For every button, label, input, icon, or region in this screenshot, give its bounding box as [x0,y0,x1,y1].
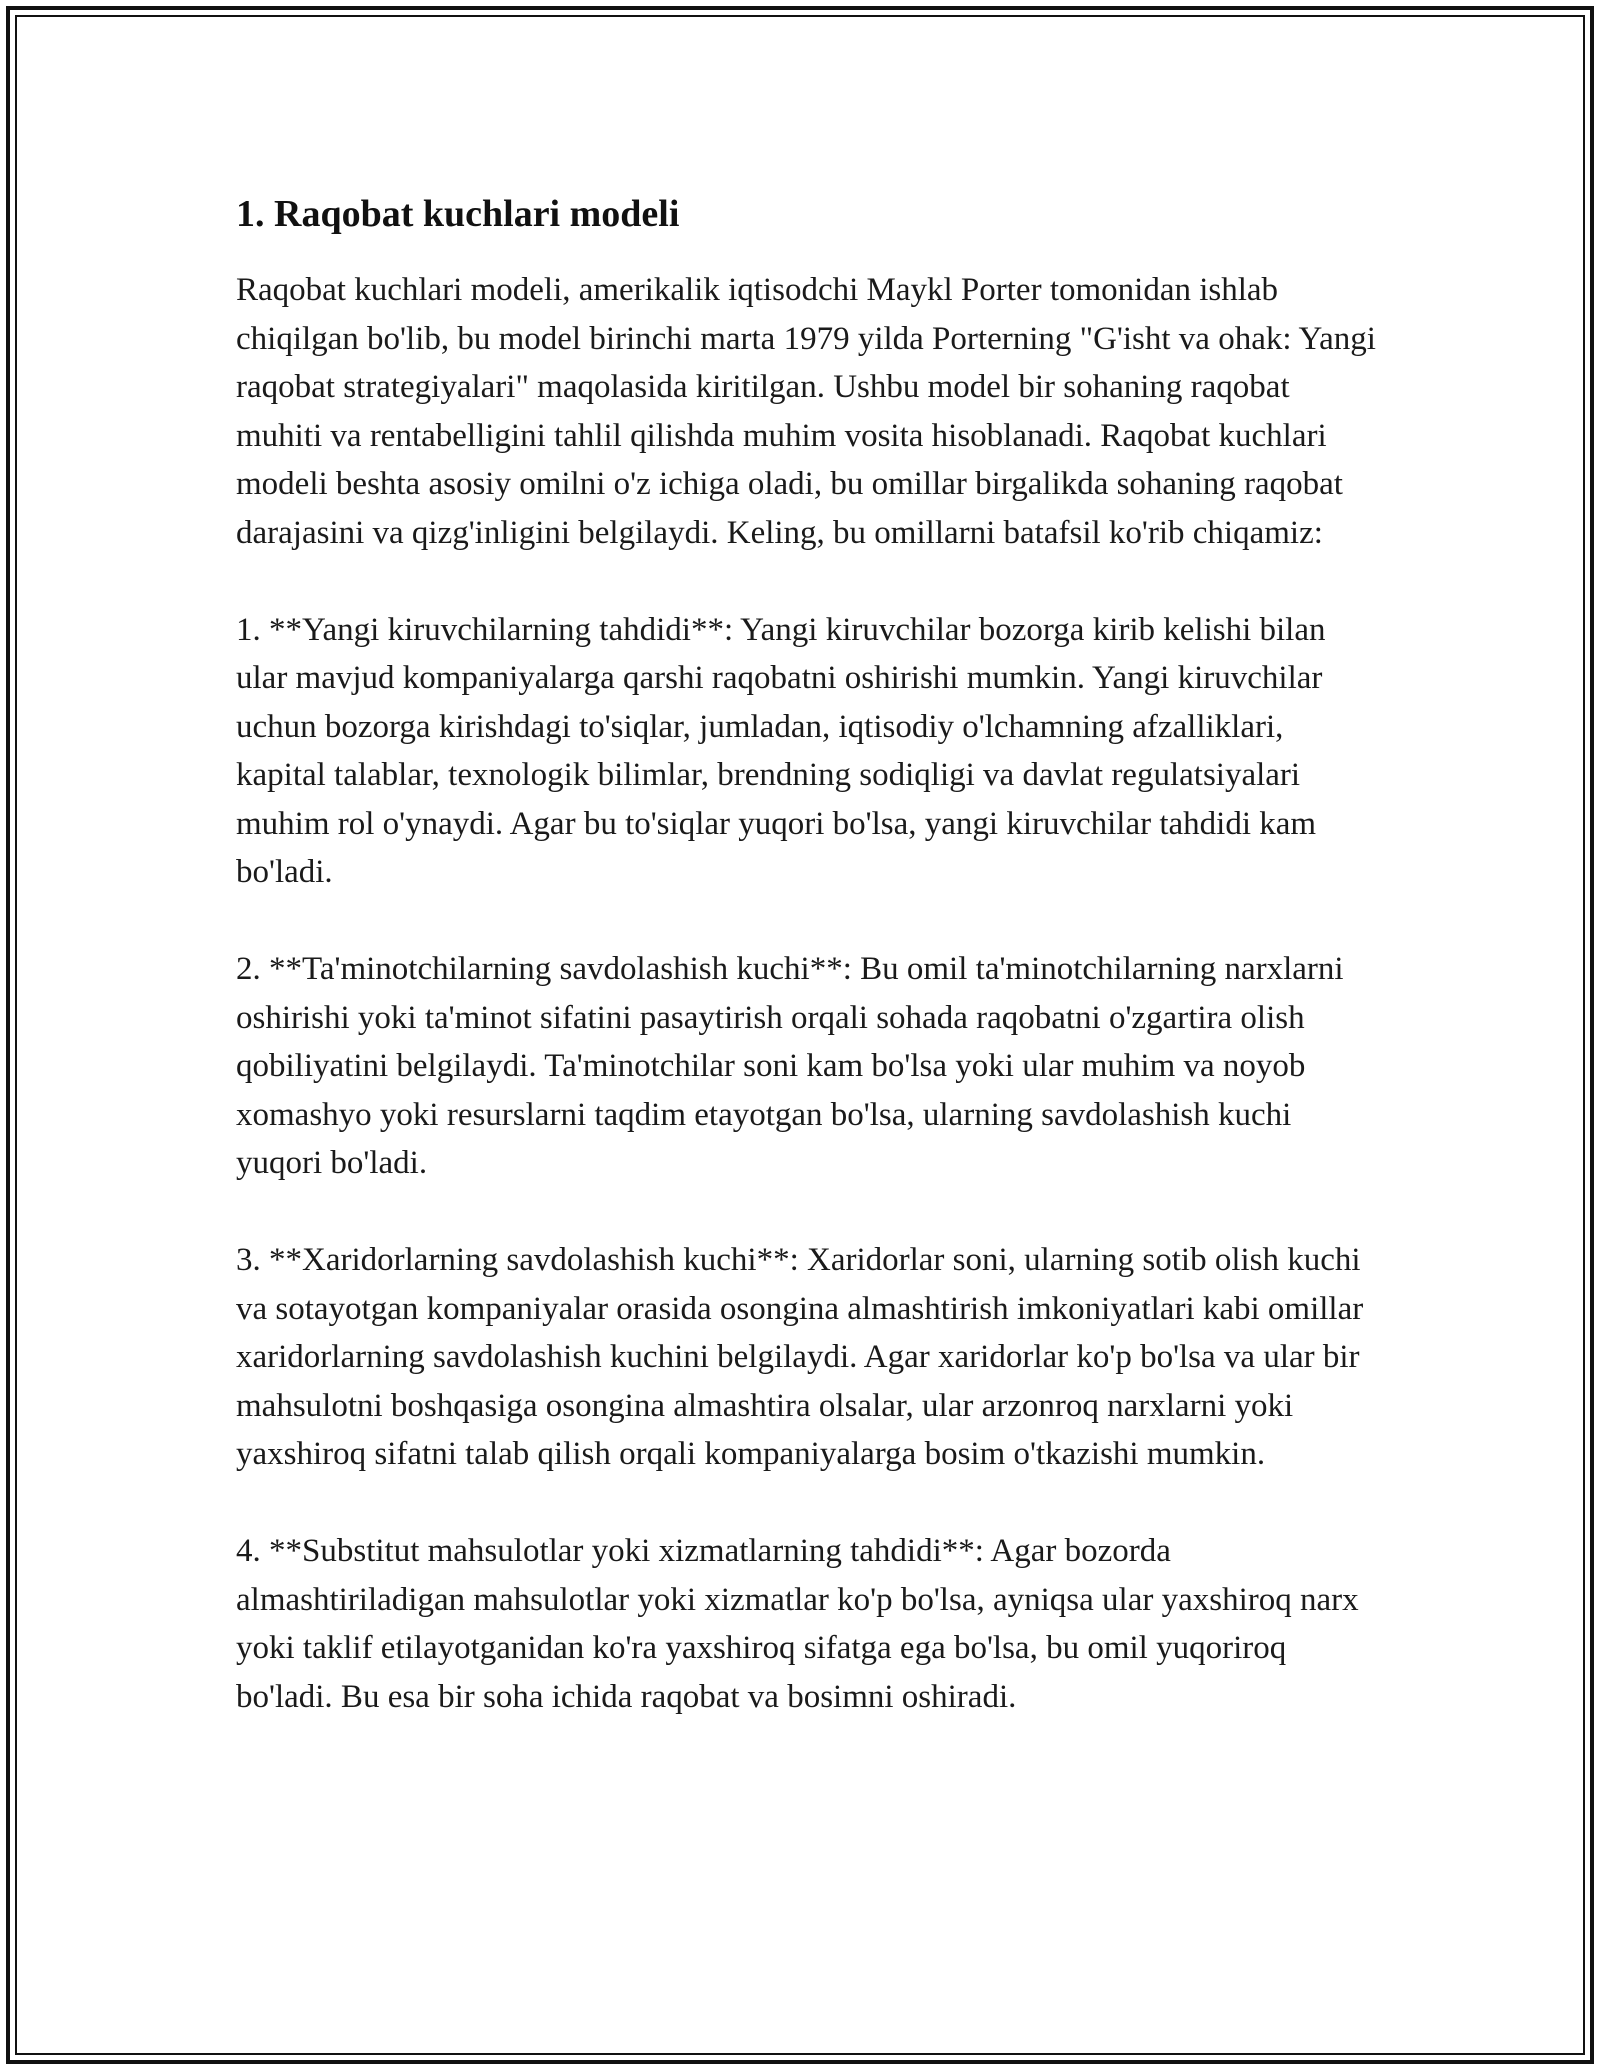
list-item-buyer-power: 3. **Xaridorlarning savdolashish kuchi**: Xaridorlar soni, ularning sotib olish kuchi va sotayotgan kompaniyalar orasida osongina almashtirish imkoniyatlari kabi omillar xaridorlarning savdolashish kuchini belgilaydi. Agar xaridorlar ko'p bo'lsa va ular bir mahsulotni boshqasiga osongina almashtira olsalar, ular arzonroq narxlarni yoki yaxshiroq sifatni talab qilish orqali kompaniyalarga bosim o'tkazishi mumkin. [236,1242,1364,1472]
list-item-supplier-power: 2. **Ta'minotchilarning savdolashish kuchi**: Bu omil ta'minotchilarning narxlarni oshirishi yoki ta'minot sifatini pasaytirish orqali sohada raqobatni o'zgartira olish qobiliyatini belgilaydi. Ta'minotchilar soni kam bo'lsa yoki ular muhim va noyob xomashyo yoki resurslarni taqdim etayotgan bo'lsa, ularning savdolashish kuchi yuqori bo'ladi. [236,951,1344,1181]
intro-paragraph: Raqobat kuchlari modeli, amerikalik iqtisodchi Maykl Porter tomonidan ishlab chiqilgan bo'lib, bu model birinchi marta 1979 yilda Porterning "G'isht va ohak: Yangi raqobat strategiyalari" maqolasida kiritilgan. Ushbu model bir sohaning raqobat muhiti va rentabelligini tahlil qilishda muhim vosita hisoblanadi. Raqobat kuchlari modeli beshta asosiy omilni o'z ichiga oladi, bu omillar birgalikda sohaning raqobat darajasini va qizg'inligini belgilaydi. Keling, bu omillarni batafsil ko'rib chiqamiz: [236,272,1376,551]
section-heading: 1. Raqobat kuchlari modeli [236,193,680,235]
document-body [236,188,1376,1721]
list-item-new-entrants: 1. **Yangi kiruvchilarning tahdidi**: Yangi kiruvchilar bozorga kirib kelishi bilan ular mavjud kompaniyalarga qarshi raqobatni oshirishi mumkin. Yangi kiruvchilar uchun bozorga kirishdagi to'siqlar, jumladan, iqtisodiy o'lchamning afzalliklari, kapital talablar, texnologik bilimlar, brendning sodiqligi va davlat regulatsiyalari muhim rol o'ynaydi. Agar bu to'siqlar yuqori bo'lsa, yangi kiruvchilar tahdidi kam bo'ladi. [236,611,1326,890]
list-item-substitutes: 4. **Substitut mahsulotlar yoki xizmatlarning tahdidi**: Agar bozorda almashtiriladigan mahsulotlar yoki xizmatlar ko'p bo'lsa, ayniqsa ular yaxshiroq narx yoki taklif etilayotganidan ko'ra yaxshiroq sifatga ega bo'lsa, bu omil yuqoriroq bo'ladi. Bu esa bir soha ichida raqobat va bosimni oshiradi. [236,1533,1359,1715]
